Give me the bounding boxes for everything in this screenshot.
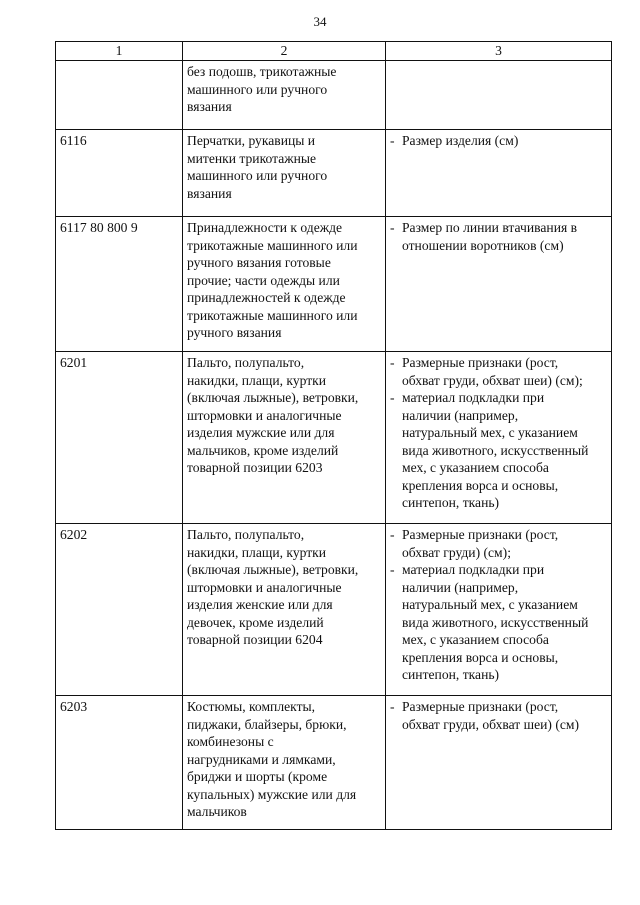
- description-line: машинного или ручного: [187, 81, 328, 97]
- description-line: (включая лыжные), ветровки,: [187, 390, 359, 405]
- description-line: Костюмы, комплекты,: [187, 699, 316, 714]
- attribute-text: [402, 526, 607, 561]
- attributes-cell: [386, 352, 612, 524]
- description-line: вязания: [187, 185, 232, 201]
- table-row: [56, 524, 612, 696]
- hs-code-cell: 6203: [56, 696, 183, 830]
- attribute-text: [402, 354, 607, 389]
- description-line: машинного или ручного: [187, 168, 328, 183]
- attributes-cell: [386, 61, 612, 130]
- attribute-line: Размер изделия (см): [402, 133, 519, 148]
- attribute-line: мех, с указанием способа: [402, 632, 549, 647]
- description-cell: [183, 61, 386, 130]
- table-row: [56, 61, 612, 130]
- description-line: товарной позиции 6204: [187, 632, 323, 647]
- description-line: накидки, плащи, куртки: [187, 544, 327, 560]
- hs-code-cell: 6201: [56, 352, 183, 524]
- column-header-3: 3: [386, 42, 612, 61]
- attribute-text: [402, 219, 607, 254]
- hs-code-cell: 6202: [56, 524, 183, 696]
- attribute-line: материал подкладки при: [402, 390, 545, 405]
- bullet-dash: -: [390, 220, 395, 235]
- attribute-line: синтепон, ткань): [402, 667, 500, 682]
- description-line: Принадлежности к одежде: [187, 220, 343, 235]
- hs-code-cell: [56, 61, 183, 130]
- attributes-cell: [386, 696, 612, 830]
- description-line: пиджаки, блайзеры, брюки,: [187, 716, 347, 732]
- description-cell: [183, 524, 386, 696]
- description-line: вязания: [187, 99, 232, 114]
- attribute-line: Размерные признаки (рост,: [402, 699, 559, 714]
- description-line: ручного вязания готовые: [187, 255, 331, 270]
- description-line: накидки, плащи, куртки: [187, 372, 327, 388]
- attributes-cell: [386, 524, 612, 696]
- attribute-item: [390, 132, 607, 150]
- attribute-text: [402, 132, 607, 150]
- description-line: ручного вязания: [187, 325, 282, 340]
- attribute-line: мех, с указанием способа: [402, 460, 549, 475]
- description-line: без подошв, трикотажные: [187, 64, 337, 79]
- attribute-line: вида животного, искусственный: [402, 442, 589, 458]
- column-header-2: 2: [183, 42, 386, 61]
- description-line: прочие; части одежды или: [187, 272, 340, 288]
- description-line: мальчиков, кроме изделий: [187, 442, 339, 458]
- description-line: штормовки и аналогичные: [187, 579, 342, 595]
- attribute-item: [390, 526, 607, 561]
- attribute-text: [402, 389, 607, 512]
- attribute-line: крепления ворса и основы,: [402, 477, 559, 493]
- attribute-line: синтепон, ткань): [402, 495, 500, 510]
- description-line: Перчатки, рукавицы и: [187, 133, 316, 148]
- table-row: [56, 696, 612, 830]
- description-line: мальчиков: [187, 804, 247, 819]
- description-line: изделия женские или для: [187, 597, 333, 612]
- description-line: принадлежностей к одежде: [187, 290, 346, 305]
- bullet-dash: -: [390, 562, 395, 577]
- page-number: 34: [313, 14, 327, 29]
- attribute-line: наличии (например,: [402, 407, 519, 423]
- description-line: нагрудниками и лямками,: [187, 751, 336, 767]
- description-line: Пальто, полупальто,: [187, 527, 305, 542]
- description-cell: [183, 130, 386, 217]
- description-line: товарной позиции 6203: [187, 460, 323, 475]
- attribute-text: [402, 561, 607, 684]
- hs-code-cell: 6116: [56, 130, 183, 217]
- description-line: трикотажные машинного или: [187, 307, 358, 323]
- attribute-line: натуральный мех, с указанием: [402, 425, 578, 440]
- description-cell: [183, 217, 386, 352]
- description-line: трикотажные машинного или: [187, 237, 358, 253]
- attributes-cell: [386, 217, 612, 352]
- attribute-text: [402, 698, 607, 733]
- attribute-line: Размерные признаки (рост,: [402, 355, 559, 370]
- attribute-line: наличии (например,: [402, 579, 519, 595]
- attribute-line: Размерные признаки (рост,: [402, 527, 559, 542]
- bullet-dash: -: [390, 699, 395, 714]
- attribute-item: [390, 219, 607, 254]
- description-cell: [183, 696, 386, 830]
- bullet-dash: -: [390, 133, 395, 148]
- description-cell: [183, 352, 386, 524]
- description-line: штормовки и аналогичные: [187, 407, 342, 423]
- attribute-line: отношении воротников (см): [402, 237, 564, 253]
- attribute-line: обхват груди) (см);: [402, 544, 511, 560]
- header-row: [56, 42, 612, 61]
- attribute-item: [390, 354, 607, 389]
- table-body: [56, 61, 612, 830]
- column-header-1: 1: [56, 42, 183, 61]
- attributes-cell: [386, 130, 612, 217]
- description-line: митенки трикотажные: [187, 150, 317, 166]
- bullet-dash: -: [390, 390, 395, 405]
- attribute-line: вида животного, искусственный: [402, 614, 589, 630]
- attribute-line: обхват груди, обхват шеи) (см);: [402, 372, 583, 388]
- description-line: Пальто, полупальто,: [187, 355, 305, 370]
- description-line: девочек, кроме изделий: [187, 614, 324, 630]
- description-line: комбинезоны с: [187, 734, 274, 749]
- attribute-item: [390, 698, 607, 733]
- table-row: [56, 217, 612, 352]
- attribute-line: крепления ворса и основы,: [402, 649, 559, 665]
- classification-table: [55, 41, 612, 830]
- description-line: бриджи и шорты (кроме: [187, 769, 328, 784]
- description-line: (включая лыжные), ветровки,: [187, 562, 359, 577]
- description-line: купальных) мужские или для: [187, 786, 357, 802]
- hs-code-cell: 6117 80 800 9: [56, 217, 183, 352]
- attribute-line: материал подкладки при: [402, 562, 545, 577]
- attribute-line: обхват груди, обхват шеи) (см): [402, 716, 580, 732]
- table-row: [56, 130, 612, 217]
- bullet-dash: -: [390, 355, 395, 370]
- attribute-item: [390, 561, 607, 684]
- attribute-item: [390, 389, 607, 512]
- attribute-line: натуральный мех, с указанием: [402, 597, 578, 612]
- bullet-dash: -: [390, 527, 395, 542]
- attribute-line: Размер по линии втачивания в: [402, 220, 578, 235]
- table-row: [56, 352, 612, 524]
- description-line: изделия мужские или для: [187, 425, 335, 440]
